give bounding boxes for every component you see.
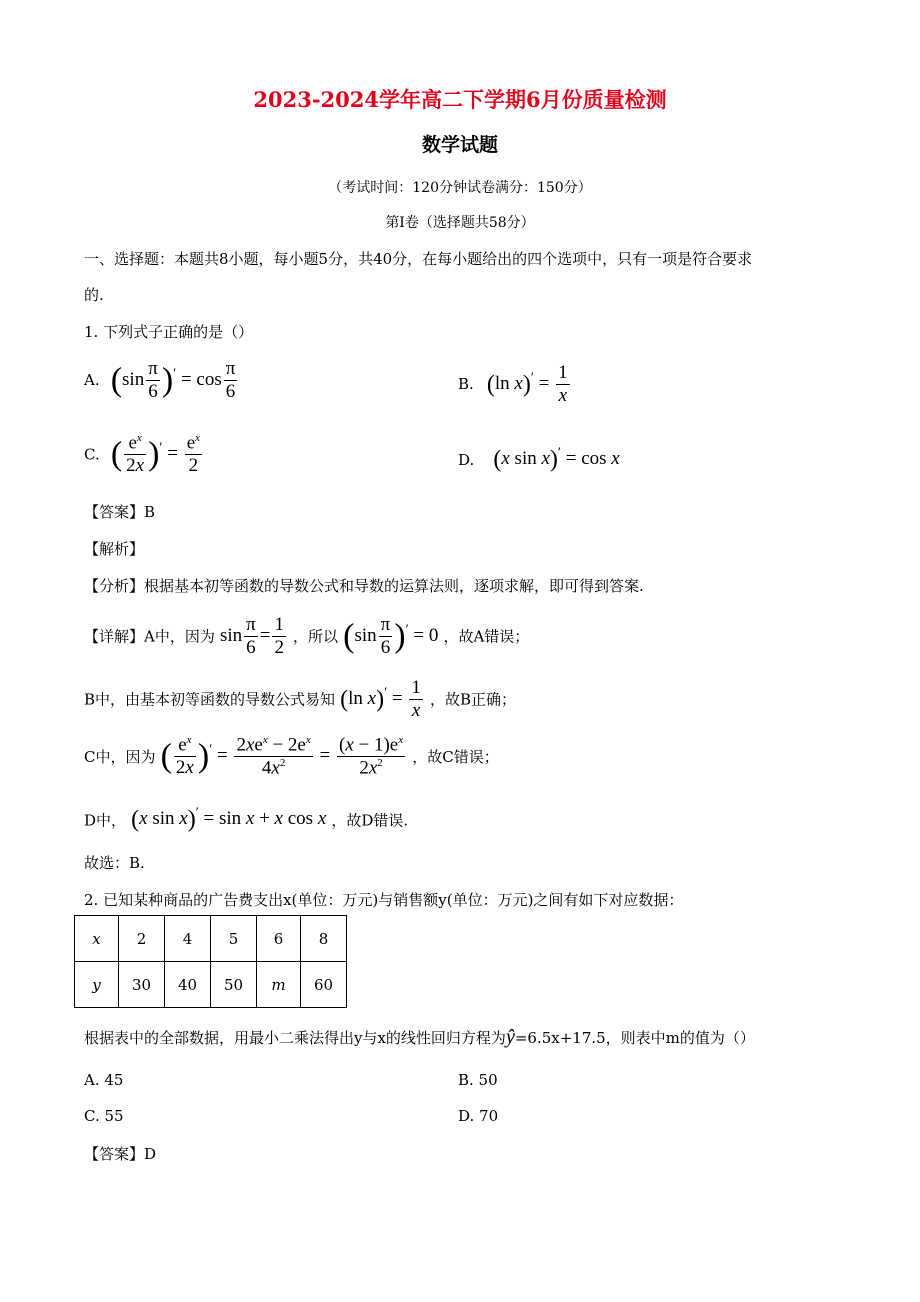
q1-detail-b xyxy=(84,677,516,722)
q1-option-d-label: D. xyxy=(458,450,475,469)
exam-info: （考试时间：120分钟试卷满分：150分） xyxy=(328,180,592,196)
table-cell: 8 xyxy=(301,916,347,962)
q1-option-c xyxy=(84,432,204,477)
q1-detail-c-tail: ，故C错误； xyxy=(412,748,499,767)
q2-text-eq: =6.5x+17.5，则表中m的值为（） xyxy=(514,1029,755,1047)
table-cell: 4 xyxy=(165,916,211,962)
q2-option-b: B. 50 xyxy=(458,1071,498,1089)
q2-stem: 2. 已知某种商品的广告费支出x(单位：万元)与销售额y(单位：万元)之间有如下对应数据： xyxy=(84,891,684,909)
q1-detail-b-formula: (ln x)′ = $\frac{1}{x}$ xyxy=(340,677,421,721)
table-cell: 30 xyxy=(119,962,165,1008)
q1-option-c-formula: ( $\frac{e^x}{2x}$ )′ = $\frac{e^x}{2}$ xyxy=(110,432,201,477)
q1-analysis-label: 【解析】 xyxy=(84,540,145,558)
q1-detail-a xyxy=(84,614,529,659)
table-cell: 50 xyxy=(211,962,257,1008)
q1-detail-a-formula1: sin $\frac{\pi}{6}$ = $\frac{1}{2}$ xyxy=(219,614,284,658)
q1-option-a xyxy=(84,358,239,403)
q2-option-c: C. 55 xyxy=(84,1107,124,1125)
table-cell: 6 xyxy=(257,916,301,962)
q1-detail-d-formula: (x sin x)′ = sin x + x cos x xyxy=(131,806,327,833)
table-cell: 40 xyxy=(165,962,211,1008)
table-cell: 60 xyxy=(301,962,347,1008)
section-instructions: 一、选择题：本题共8小题，每小题5分，共40分，在每小题给出的四个选项中，只有一项是符合要求 xyxy=(84,250,753,268)
table-row xyxy=(75,962,347,1008)
q2-option-a: A. 45 xyxy=(84,1071,124,1089)
q1-option-d-formula: (x sin x)′ = cos x xyxy=(493,446,620,473)
q1-answer: 【答案】B xyxy=(84,503,156,521)
table-cell: x xyxy=(75,916,119,962)
q1-detail-c-formula: ( $\frac{e^x}{2x}$ )′ = $\frac{2xe^x - 2e^x}{4x^2}$ = $\frac{(x - 1)e^x}{2x^2}$ xyxy=(160,734,404,779)
q1-option-b-label: B. xyxy=(458,375,474,394)
q1-detail-a-mid: ，所以 xyxy=(293,627,339,646)
section-instructions-cont: 的. xyxy=(84,286,104,304)
q1-detail-d-tail: ，故D错误. xyxy=(331,811,409,830)
page-subtitle: 数学试题 xyxy=(421,134,498,156)
q2-data-table xyxy=(74,915,347,1008)
table-cell: y xyxy=(75,962,119,1008)
q1-detail-b-tail: ，故B正确； xyxy=(429,690,516,709)
q1-option-b xyxy=(458,362,572,407)
table-cell: 2 xyxy=(119,916,165,962)
q1-detail-c-head: C中，因为 xyxy=(84,748,156,767)
q2-answer: 【答案】D xyxy=(84,1145,157,1163)
q1-detail-c xyxy=(84,734,499,779)
q1-option-a-label: A. xyxy=(84,371,100,390)
q2-regression-text xyxy=(84,1026,755,1049)
q1-conclusion: 故选：B. xyxy=(84,854,145,872)
volume-heading: 第Ⅰ卷（选择题共58分） xyxy=(385,215,535,231)
page-title: 2023-2024学年高二下学期6月份质量检测 xyxy=(253,87,667,112)
q1-option-d xyxy=(458,446,620,472)
q1-detail-a-tail: ，故A错误； xyxy=(443,627,530,646)
q1-option-a-formula: (sin $\frac{\pi}{6}$ )′ = cos $\frac{\pi}{6}$ xyxy=(110,358,236,402)
q1-analysis: 【分析】根据基本初等函数的导数公式和导数的运算法则，逐项求解，即可得到答案. xyxy=(84,577,644,595)
q1-option-c-label: C. xyxy=(84,445,100,464)
q2-option-d: D. 70 xyxy=(458,1107,499,1125)
table-row xyxy=(75,916,347,962)
q1-detail-a-formula2: (sin $\frac{\pi}{6}$ )′ = 0 xyxy=(343,614,439,658)
q1-detail-d xyxy=(84,806,408,832)
q2-text-head: 根据表中的全部数据，用最小二乘法得出y与x的线性回归方程为 xyxy=(84,1029,506,1047)
q2-y-hat: ŷ xyxy=(505,1026,515,1048)
q1-detail-a-head: 【详解】A中，因为 xyxy=(84,627,215,646)
q1-option-b-formula: (ln x)′ = $\frac{1}{x}$ xyxy=(486,362,568,406)
table-cell: 5 xyxy=(211,916,257,962)
q1-stem: 1. 下列式子正确的是（） xyxy=(84,323,254,341)
q1-detail-d-head: D中， xyxy=(84,811,127,830)
q1-detail-b-head: B中，由基本初等函数的导数公式易知 xyxy=(84,690,336,709)
table-cell: m xyxy=(257,962,301,1008)
